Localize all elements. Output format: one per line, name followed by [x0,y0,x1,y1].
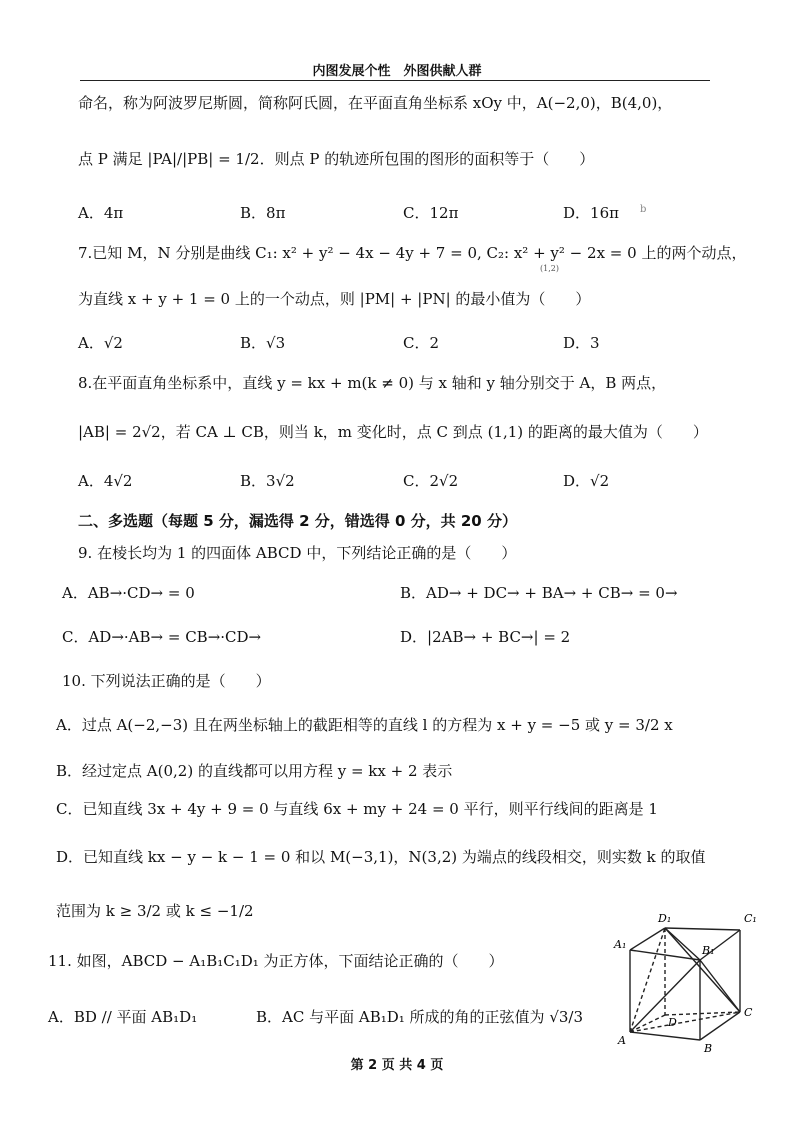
q7-option-b: B．√3 [240,334,286,352]
q8-option-b: B．3√2 [240,472,295,490]
q9-option-a: A．AB→·CD→ = 0 [62,584,195,602]
q6-option-a: A．4π [78,204,124,222]
label-b: B [704,1042,713,1055]
q8-option-c: C．2√2 [403,472,459,490]
label-c: C [744,1006,753,1019]
cube-figure [610,900,790,1060]
q10-option-d-line-1: D．已知直线 kx − y − k − 1 = 0 和以 M(−3,1)，N(3,2) 为端点的线段相交，则实数 k 的取值 [56,848,706,866]
q7-stem-line-2: 为直线 x + y + 1 = 0 上的一个动点，则 |PM| + |PN| 的最小值为（ ） [78,290,591,308]
q6-stem-line-2: 点 P 满足 |PA|/|PB| = 1/2．则点 P 的轨迹所包围的图形的面积等于（ ） [78,150,595,168]
q8-stem-line-2: |AB| = 2√2，若 CA ⊥ CB，则当 k，m 变化时，点 C 到点 (1,1) 的距离的最大值为（ ） [78,423,708,441]
section-heading: 二、多选题（每题 5 分，漏选得 2 分，错选得 0 分，共 20 分） [78,512,517,530]
q7-option-a: A．√2 [78,334,123,352]
page-footer: 第 2 页 共 4 页 [350,1058,444,1073]
q9-stem: 9. 在棱长均为 1 的四面体 ABCD 中，下列结论正确的是（ ） [78,544,517,562]
q10-option-b: B．经过定点 A(0,2) 的直线都可以用方程 y = kx + 2 表示 [56,762,453,780]
q6-stem-line-1: 命名，称为阿波罗尼斯圆，简称阿氏圆，在平面直角坐标系 xOy 中，A(−2,0)，B(4,0)， [78,94,673,112]
label-a: A [618,1034,626,1047]
q8-option-d: D．√2 [563,472,610,490]
label-b1: B₁ [702,944,715,957]
q11-stem: 11. 如图，ABCD − A₁B₁C₁D₁ 为正方体，下面结论正确的（ ） [48,952,504,970]
header-rule [80,80,710,81]
q8-stem-line-1: 8.在平面直角坐标系中，直线 y = kx + m(k ≠ 0) 与 x 轴和 y 轴分别交于 A，B 两点， [78,374,667,392]
q6-option-c: C．12π [403,204,459,222]
q7-stem-line-1: 7.已知 M，N 分别是曲线 C₁: x² + y² − 4x − 4y + 7 = 0, C₂: x² + y² − 2x = 0 上的两个动点， [78,244,747,262]
q9-option-b: B．AD→ + DC→ + BA→ + CB→ = 0→ [400,584,678,602]
q10-option-a: A．过点 A(−2,−3) 且在两坐标轴上的截距相等的直线 l 的方程为 x + y = −5 或 y = 3/2 x [56,716,673,734]
margin-mark: b [640,204,647,215]
page-header: 内图发展个性 外图供献人群 [312,64,482,79]
q9-option-d: D．|2AB→ + BC→| = 2 [400,628,571,646]
q11-option-a: A．BD // 平面 AB₁D₁ [48,1008,198,1026]
label-a1: A₁ [614,938,627,951]
label-d1: D₁ [658,912,672,925]
q6-option-d: D．16π [563,204,619,222]
q8-option-a: A．4√2 [78,472,133,490]
label-c1: C₁ [744,912,757,925]
q6-option-b: B．8π [240,204,286,222]
q9-option-c: C．AD→·AB→ = CB→·CD→ [62,628,262,646]
label-d: D [668,1016,677,1029]
q11-option-b: B．AC 与平面 AB₁D₁ 所成的角的正弦值为 √3/3 [256,1008,584,1026]
q7-option-d: D．3 [563,334,600,352]
q10-stem: 10. 下列说法正确的是（ ） [62,672,271,690]
q10-option-d-line-2: 范围为 k ≥ 3/2 或 k ≤ −1/2 [56,902,254,920]
q7-option-c: C．2 [403,334,440,352]
q10-option-c: C．已知直线 3x + 4y + 9 = 0 与直线 6x + my + 24 = 0 平行，则平行线间的距离是 1 [56,800,658,818]
handwritten-note: (1,2) [540,264,559,273]
